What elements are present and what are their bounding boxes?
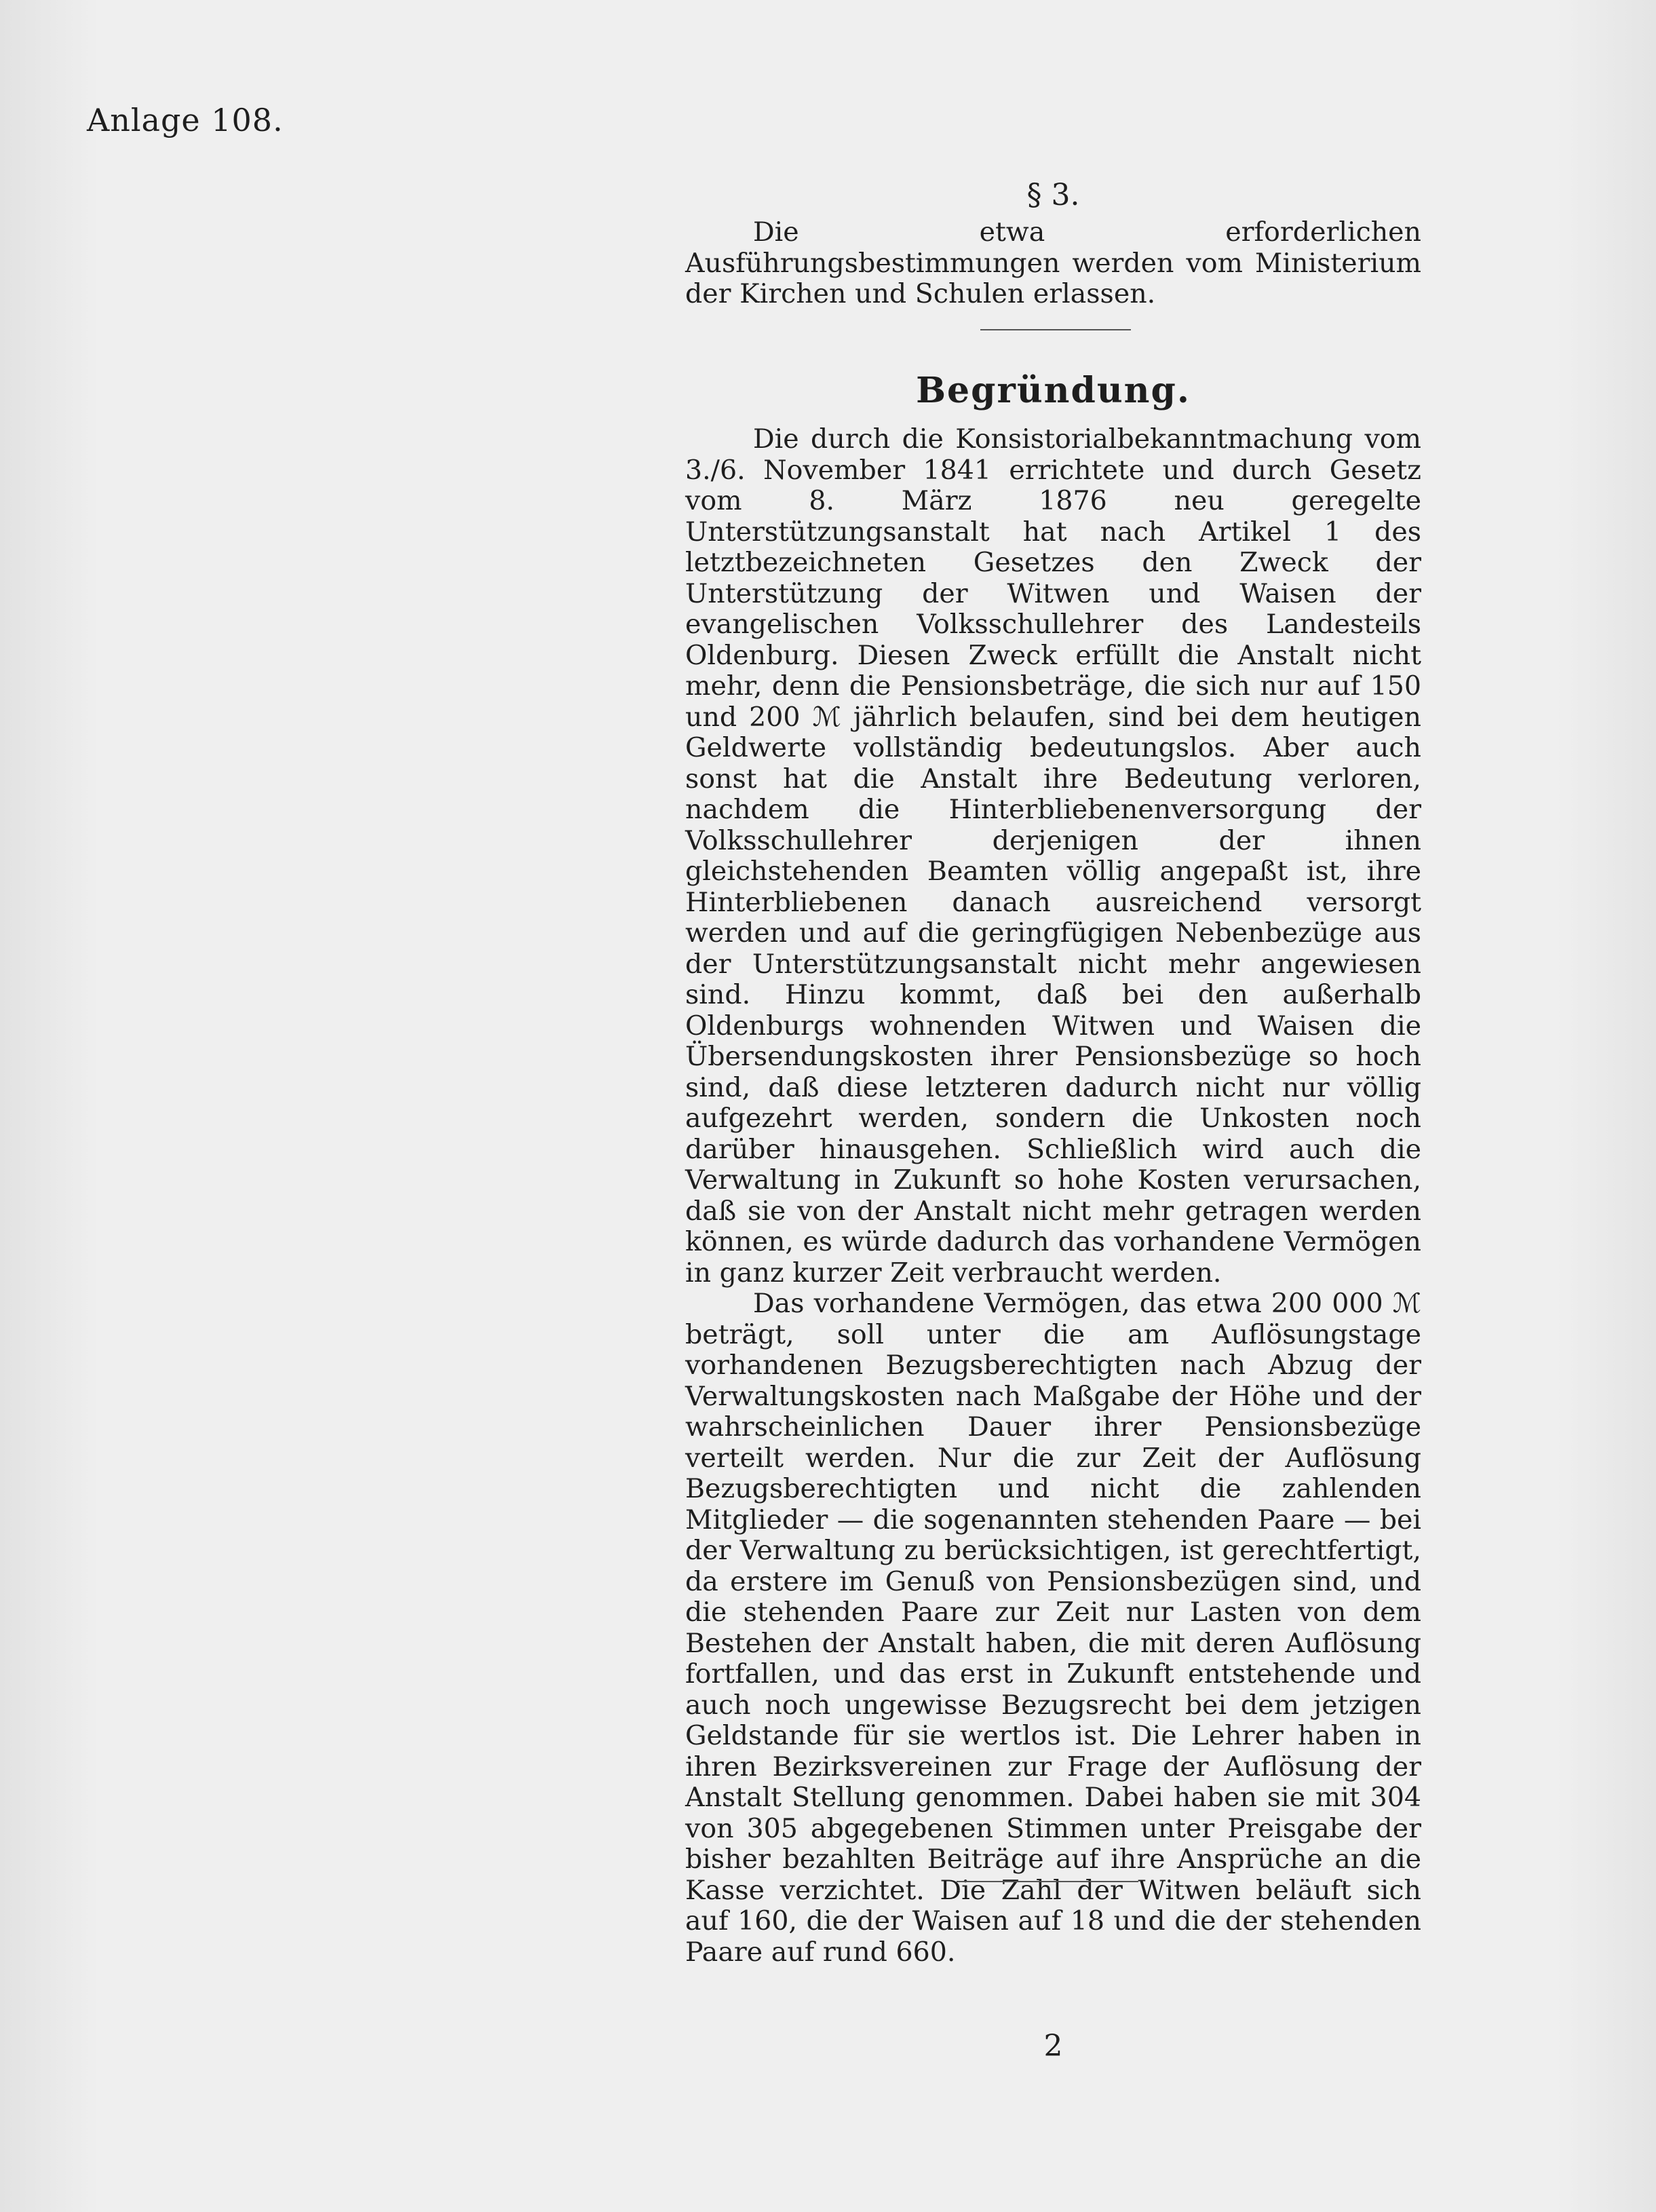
section-mark: § 3. xyxy=(1026,178,1080,212)
section-3-block xyxy=(685,217,1421,310)
reasoning-paragraph-2: Das vorhandene Vermögen, das etwa 200 000 ℳ beträgt, soll unter die am Auflösungstage vorhandenen Bezugsberechtigten nach Abzug der Verwaltungskosten nach Maßgabe der Höhe und der wahrscheinlichen Dauer ihrer Pensionsbezüge verteilt werden. Nur die zur Zeit der Auflösung Bezugsberechtigten und nicht die zahlenden Mitglieder — die sogenannten stehenden Paare — bei der Verwaltung zu berücksichtigen, ist gerechtfertigt, da erstere im Genuß von Pensionsbezügen sind, und die stehenden Paare zur Zeit nur Lasten von dem Bestehen der Anstalt haben, die mit deren Auflösung fortfallen, und das erst in Zukunft entstehende und auch noch ungewisse Bezugsrecht bei dem jetzigen Geldstande für sie wertlos ist. Die Lehrer haben in ihren Bezirksvereinen zur Frage der Auflösung der Anstalt Stellung genommen. Dabei haben sie mit 304 von 305 abgegebenen Stimmen unter Preisgabe der bisher bezahlten Beiträge auf ihre Ansprüche an die Kasse verzichtet. Die Zahl der Witwen beläuft sich auf 160, die der Waisen auf 18 und die der stehenden Paare auf rund 660. xyxy=(685,1288,1421,1968)
page-number: 2 xyxy=(1043,2029,1063,2063)
section-3-text: Die etwa erforderlichen Ausführungsbestimmungen werden vom Ministerium der Kirchen und Schulen erlassen. xyxy=(685,216,1421,309)
end-rule xyxy=(957,1881,1138,1882)
reasoning-body xyxy=(685,424,1421,1968)
divider-rule xyxy=(980,329,1131,330)
attachment-label: Anlage 108. xyxy=(87,102,284,138)
reasoning-paragraph-1: Die durch die Konsistorialbekanntmachung vom 3./6. November 1841 errichtete und durch Gesetz vom 8. März 1876 neu geregelte Unterstützungsanstalt hat nach Artikel 1 des letztbezeichneten Gesetzes den Zweck der Unterstützung der Witwen und Waisen der evangelischen Volksschullehrer des Landesteils Oldenburg. Diesen Zweck erfüllt die Anstalt nicht mehr, denn die Pensionsbeträge, die sich nur auf 150 und 200 ℳ jährlich belaufen, sind bei dem heutigen Geldwerte vollständig bedeutungslos. Aber auch sonst hat die Anstalt ihre Bedeutung verloren, nachdem die Hinterbliebenenversorgung der Volksschullehrer derjenigen der ihnen gleichstehenden Beamten völlig angepaßt ist, ihre Hinterbliebenen danach ausreichend versorgt werden und auf die geringfügigen Nebenbezüge aus der Unterstützungsanstalt nicht mehr angewiesen sind. Hinzu kommt, daß bei den außerhalb Oldenburgs wohnenden Witwen und Waisen die Übersendungskosten ihrer Pensionsbezüge so hoch sind, daß diese letzteren dadurch nicht nur völlig aufgezehrt werden, sondern die Unkosten noch darüber hinausgehen. Schließlich wird auch die Verwaltung in Zukunft so hohe Kosten verursachen, daß sie von der Anstalt nicht mehr getragen werden können, es würde dadurch das vorhandene Vermögen in ganz kurzer Zeit verbraucht werden. xyxy=(685,423,1421,1289)
reasoning-heading: Begründung. xyxy=(916,370,1191,411)
